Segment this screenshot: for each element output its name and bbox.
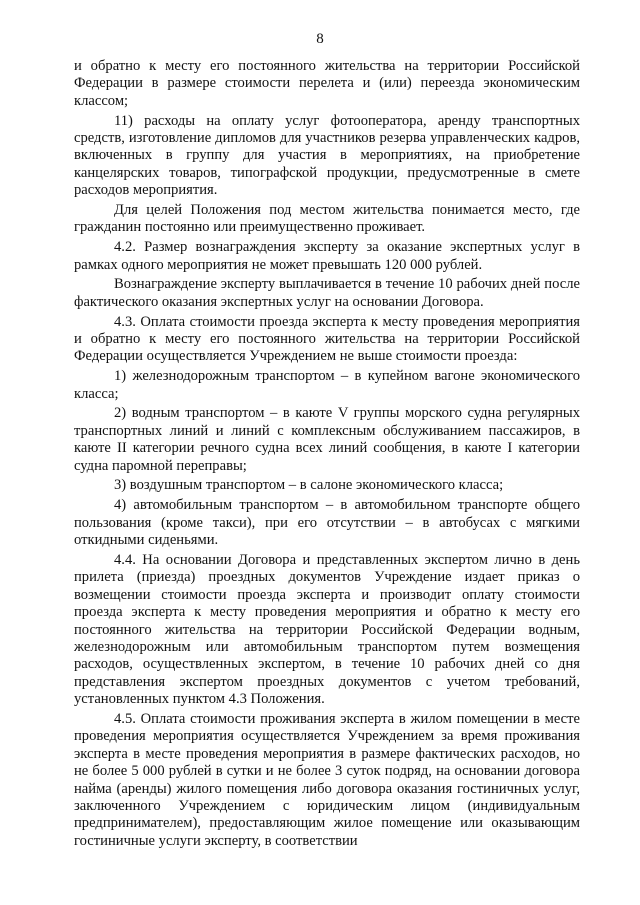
paragraph-continuation: и обратно к месту его постоянного жительства на территории Российской Федерации в размере стоимости перелета и (или) переезда экономическим классом; (74, 58, 580, 109)
paragraph-4-3-item-4: 4) автомобильным транспортом – в автомобильном транспорте общего пользования (кроме такси), при его отсутствии – в автобусах с мягкими откидными сиденьями. (74, 497, 580, 549)
paragraph-4-3-item-2: 2) водным транспортом – в каюте V группы морского судна регулярных транспортных линий и линий с комплексным обслуживанием пассажиров, в каюте II категории речного судна всех линий сообщения, в каюте I категории судна паромной переправы; (74, 405, 580, 474)
paragraph-item-11: 11) расходы на оплату услуг фотооператора, аренду транспортных средств, изготовление дипломов для участников резерва управленческих кадров, включенных в группу для участия в мероприятиях, на приобретение канцелярских товаров, типографской продукции, предусмотренные в смете расходов мероприятия. (74, 112, 580, 199)
paragraph-4-4: 4.4. На основании Договора и представленных экспертом лично в день прилета (приезда) проездных документов Учреждение издает приказ о возмещении стоимости проезда эксперта и производит оплату стоимости проезда эксперта к месту проведения мероприятия и обратно к месту его постоянного жительства на территории Российской Федерации водным, железнодорожным или автомобильным транспортом путем возмещения расходов, осуществленных экспертом, в течение 10 рабочих дней со дня представления экспертом проездных документов с учетом требований, установленных пунктом 4.3 Положения. (74, 551, 580, 708)
paragraph-residence-definition: Для целей Положения под местом жительства понимается место, где гражданин постоянно или преимущественно проживает. (74, 202, 580, 236)
paragraph-fee-payment: Вознаграждение эксперту выплачивается в течение 10 рабочих дней после фактического оказания экспертных услуг на основании Договора. (74, 276, 580, 310)
page-number: 8 (316, 31, 324, 47)
paragraph-4-3-item-3: 3) воздушным транспортом – в салоне экономического класса; (114, 477, 504, 494)
paragraph-4-5: 4.5. Оплата стоимости проживания эксперта в жилом помещении в месте проведения мероприятия осуществляется Учреждением за время проживания эксперта в месте проведения мероприятия в размере фактических расходов, но не более 5 000 рублей в сутки и не более 3 суток подряд, на основании договора найма (аренды) жилого помещения либо договора оказания гостиничных услуг, заключенного Учреждением с юридическим лицом (индивидуальным предпринимателем), предоставляющим жилое помещение или оказывающим гостиничные услуги эксперту, в соответствии (74, 710, 580, 849)
document-body (74, 58, 580, 850)
paragraph-4-2: 4.2. Размер вознаграждения эксперту за оказание экспертных услуг в рамках одного мероприятия не может превышать 120 000 рублей. (74, 239, 580, 273)
paragraph-4-3-item-1: 1) железнодорожным транспортом – в купейном вагоне экономического класса; (74, 368, 580, 402)
paragraph-4-3: 4.3. Оплата стоимости проезда эксперта к месту проведения мероприятия и обратно к месту его постоянного жительства на территории Российской Федерации осуществляется Учреждением не выше стоимости проезда: (74, 313, 580, 365)
